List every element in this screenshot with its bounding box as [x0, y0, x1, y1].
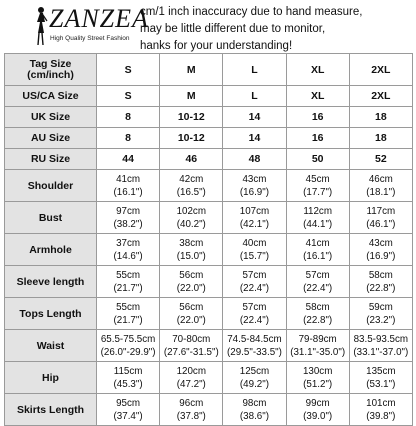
- size-row: [5, 86, 413, 107]
- row-label: Waist: [5, 330, 97, 362]
- size-chart-table: [4, 53, 413, 426]
- cm-value: 42cm: [179, 173, 204, 185]
- inch-value: (22.4"): [303, 282, 333, 294]
- size-cell: S: [97, 86, 160, 107]
- measurement-cell: [349, 330, 412, 362]
- cm-value: 97cm: [116, 205, 141, 217]
- inch-value: (22.4"): [239, 282, 269, 294]
- row-label: US/CA Size: [5, 86, 97, 107]
- cm-value: 96cm: [179, 397, 204, 409]
- inch-value: (33.1"-37.0"): [353, 346, 409, 358]
- size-cell: 10-12: [160, 107, 223, 128]
- measurement-row: [5, 234, 413, 266]
- cm-value: 43cm: [368, 237, 393, 249]
- inch-value: (16.1"): [113, 186, 143, 198]
- measurement-cell: [160, 202, 223, 234]
- measurement-row: [5, 266, 413, 298]
- measurement-cell: [223, 330, 286, 362]
- measurement-cell: [97, 234, 160, 266]
- size-cell: 8: [97, 107, 160, 128]
- measurement-cell: [349, 170, 412, 202]
- size-row: [5, 107, 413, 128]
- inch-value: (17.7"): [303, 186, 333, 198]
- inch-value: (22.0"): [176, 282, 206, 294]
- inch-value: (22.8"): [366, 282, 396, 294]
- cm-value: 102cm: [176, 205, 206, 217]
- measurement-row: [5, 170, 413, 202]
- inch-value: (22.8"): [303, 314, 333, 326]
- measurement-cell: [286, 298, 349, 330]
- cm-value: 56cm: [179, 269, 204, 281]
- inch-value: (37.4"): [113, 410, 143, 422]
- measurement-row: [5, 394, 413, 426]
- measurement-row: [5, 298, 413, 330]
- brand-logo: [14, 2, 149, 46]
- inch-value: (39.0"): [303, 410, 333, 422]
- measurement-cell: [223, 394, 286, 426]
- size-cell: XL: [286, 86, 349, 107]
- measurement-cell: [286, 170, 349, 202]
- measurement-row: [5, 202, 413, 234]
- measurement-row: [5, 330, 413, 362]
- cm-value: 57cm: [242, 301, 267, 313]
- measurement-cell: [223, 202, 286, 234]
- measurement-cell: [286, 202, 349, 234]
- inch-value: (38.6"): [239, 410, 269, 422]
- inch-value: (39.8"): [366, 410, 396, 422]
- inch-value: (26.0"-29.9"): [100, 346, 156, 358]
- cm-value: 56cm: [179, 301, 204, 313]
- cm-value: 37cm: [116, 237, 141, 249]
- size-cell: 14: [223, 107, 286, 128]
- measurement-cell: [223, 362, 286, 394]
- measurement-cell: [160, 330, 223, 362]
- cm-value: 58cm: [368, 269, 393, 281]
- size-cell: S: [97, 54, 160, 86]
- measurement-cell: [286, 330, 349, 362]
- inch-value: (37.8"): [176, 410, 206, 422]
- cm-value: 135cm: [366, 365, 396, 377]
- inch-value: (29.5"-33.5"): [227, 346, 282, 358]
- size-chart-body: [5, 54, 413, 426]
- inch-value: (16.1"): [303, 250, 333, 262]
- measurement-cell: [97, 202, 160, 234]
- inch-value: (22.4"): [239, 314, 269, 326]
- row-label: Hip: [5, 362, 97, 394]
- inch-value: (49.2"): [239, 378, 269, 390]
- size-cell: 16: [286, 128, 349, 149]
- measurement-cell: [286, 234, 349, 266]
- size-cell: 18: [349, 128, 412, 149]
- measurement-cell: [223, 170, 286, 202]
- cm-value: 99cm: [305, 397, 330, 409]
- cm-value: 65.5-75.5cm: [100, 333, 156, 345]
- cm-value: 38cm: [179, 237, 204, 249]
- measurement-cell: [160, 170, 223, 202]
- notice-line: may be little different due to monitor,: [140, 23, 326, 35]
- measurement-cell: [97, 330, 160, 362]
- inch-value: (16.5"): [176, 186, 206, 198]
- cm-value: 41cm: [305, 237, 330, 249]
- inch-value: (46.1"): [366, 218, 396, 230]
- size-cell: 2XL: [349, 54, 412, 86]
- cm-value: 125cm: [239, 365, 270, 377]
- size-cell: 10-12: [160, 128, 223, 149]
- cm-value: 70-80cm: [172, 333, 211, 345]
- fashion-figure-icon: [32, 6, 48, 46]
- measurement-cell: [349, 202, 412, 234]
- cm-value: 95cm: [116, 397, 141, 409]
- size-cell: 2XL: [349, 86, 412, 107]
- inch-value: (18.1"): [366, 186, 396, 198]
- size-cell: M: [160, 54, 223, 86]
- measurement-cell: [223, 298, 286, 330]
- cm-value: 79-89cm: [298, 333, 337, 345]
- cm-value: 98cm: [242, 397, 267, 409]
- size-cell: 50: [286, 149, 349, 170]
- measurement-cell: [160, 394, 223, 426]
- header: [0, 0, 416, 52]
- brand-name: ZANZEA: [49, 4, 149, 33]
- size-cell: M: [160, 86, 223, 107]
- inch-value: (47.2"): [176, 378, 206, 390]
- measurement-cell: [223, 234, 286, 266]
- cm-value: 46cm: [368, 173, 393, 185]
- measurement-cell: [349, 234, 412, 266]
- inch-value: (23.2"): [366, 314, 396, 326]
- inch-value: (15.0"): [176, 250, 206, 262]
- measurement-cell: [97, 170, 160, 202]
- size-cell: XL: [286, 54, 349, 86]
- inch-value: (45.3"): [113, 378, 143, 390]
- inch-value: (27.6"-31.5"): [163, 346, 219, 358]
- size-row: [5, 149, 413, 170]
- inch-value: (16.9"): [366, 250, 396, 262]
- cm-value: 55cm: [116, 301, 141, 313]
- cm-value: 41cm: [116, 173, 141, 185]
- row-label: RU Size: [5, 149, 97, 170]
- size-cell: 44: [97, 149, 160, 170]
- measurement-cell: [286, 362, 349, 394]
- measurement-cell: [97, 362, 160, 394]
- measurement-cell: [349, 298, 412, 330]
- measurement-cell: [160, 298, 223, 330]
- row-label: Shoulder: [5, 170, 97, 202]
- measurement-cell: [160, 266, 223, 298]
- row-label: Skirts Length: [5, 394, 97, 426]
- measurement-cell: [349, 394, 412, 426]
- size-cell: 16: [286, 107, 349, 128]
- row-label: Armhole: [5, 234, 97, 266]
- cm-value: 40cm: [242, 237, 267, 249]
- notice-line: hanks for your understanding!: [140, 40, 293, 52]
- size-cell: 48: [223, 149, 286, 170]
- inch-value: (31.1"-35.0"): [290, 346, 346, 358]
- cm-value: 117cm: [366, 205, 396, 217]
- cm-value: 101cm: [366, 397, 396, 409]
- cm-value: 57cm: [242, 269, 267, 281]
- row-label: UK Size: [5, 107, 97, 128]
- cm-value: 45cm: [305, 173, 330, 185]
- measurement-cell: [286, 394, 349, 426]
- cm-value: 107cm: [239, 205, 270, 217]
- cm-value: 115cm: [113, 365, 143, 377]
- inch-value: (51.2"): [303, 378, 333, 390]
- size-cell: 46: [160, 149, 223, 170]
- size-cell: L: [223, 54, 286, 86]
- measurement-cell: [160, 362, 223, 394]
- cm-value: 59cm: [368, 301, 393, 313]
- size-row: [5, 128, 413, 149]
- cm-value: 83.5-93.5cm: [353, 333, 409, 345]
- size-cell: 8: [97, 128, 160, 149]
- size-row: [5, 54, 413, 86]
- cm-value: 57cm: [305, 269, 330, 281]
- measurement-cell: [97, 266, 160, 298]
- inch-value: (21.7"): [113, 282, 143, 294]
- row-label: AU Size: [5, 128, 97, 149]
- inch-value: (40.2"): [176, 218, 206, 230]
- inch-value: (38.2"): [113, 218, 143, 230]
- row-label: Tops Length: [5, 298, 97, 330]
- cm-value: 120cm: [176, 365, 206, 377]
- size-cell: 18: [349, 107, 412, 128]
- inch-value: (53.1"): [366, 378, 396, 390]
- measurement-cell: [160, 234, 223, 266]
- inch-value: (44.1"): [303, 218, 333, 230]
- measurement-cell: [286, 266, 349, 298]
- inch-value: (14.6"): [113, 250, 143, 262]
- notice-line: cm/1 inch inaccuracy due to hand measure,: [140, 6, 363, 18]
- cm-value: 43cm: [242, 173, 267, 185]
- inch-value: (15.7"): [239, 250, 269, 262]
- cm-value: 55cm: [116, 269, 141, 281]
- size-cell: 14: [223, 128, 286, 149]
- measurement-cell: [97, 298, 160, 330]
- size-cell: L: [223, 86, 286, 107]
- measurement-cell: [349, 362, 412, 394]
- row-label: Bust: [5, 202, 97, 234]
- measurement-cell: [223, 266, 286, 298]
- cm-value: 130cm: [302, 365, 333, 377]
- cm-value: 58cm: [305, 301, 330, 313]
- inch-value: (21.7"): [113, 314, 143, 326]
- cm-value: 74.5-84.5cm: [227, 333, 282, 345]
- row-label: Sleeve length: [5, 266, 97, 298]
- inch-value: (22.0"): [176, 314, 206, 326]
- inch-value: (42.1"): [239, 218, 269, 230]
- row-label: Tag Size (cm/inch): [5, 54, 97, 86]
- brand-tagline: High Quality Street Fashion: [50, 35, 130, 42]
- inch-value: (16.9"): [239, 186, 269, 198]
- measurement-cell: [97, 394, 160, 426]
- measurement-notice: [140, 4, 362, 55]
- measurement-row: [5, 362, 413, 394]
- measurement-cell: [349, 266, 412, 298]
- size-cell: 52: [349, 149, 412, 170]
- cm-value: 112cm: [303, 205, 332, 217]
